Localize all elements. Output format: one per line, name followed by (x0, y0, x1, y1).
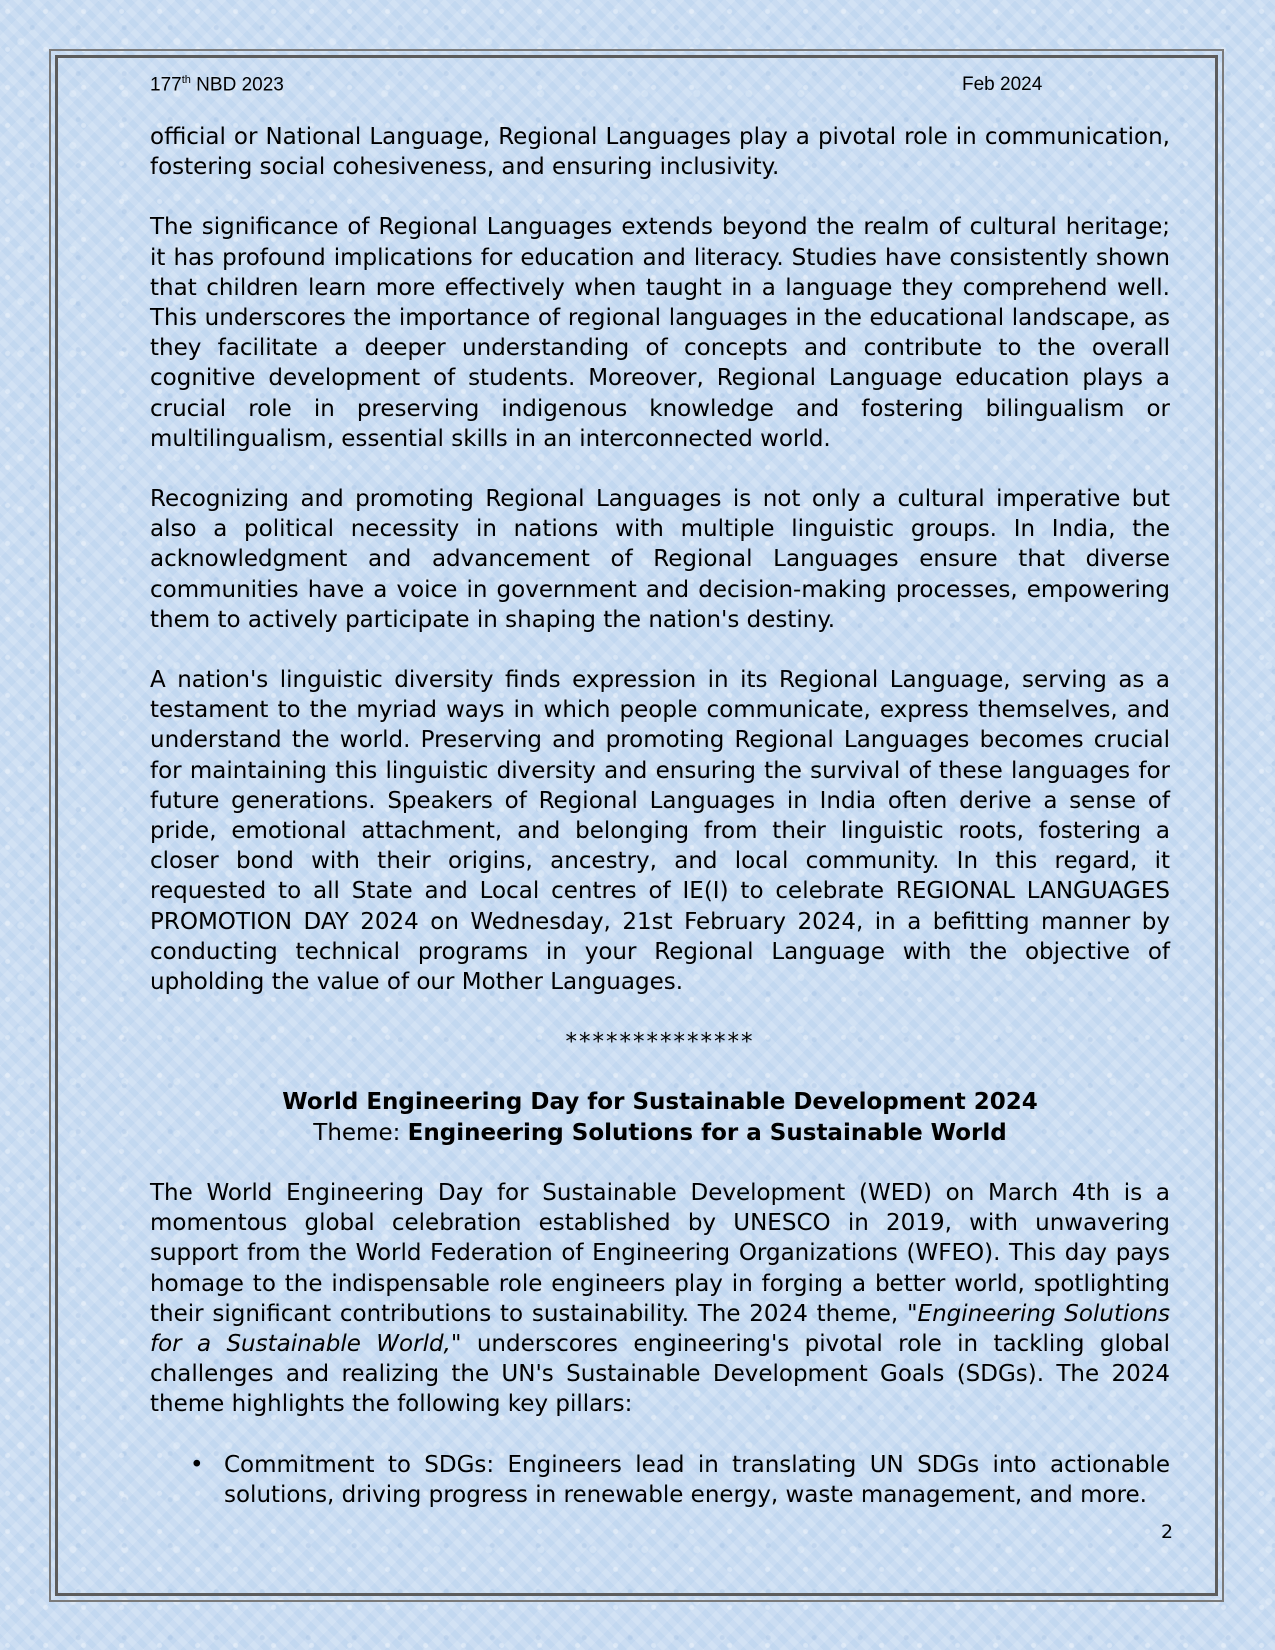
section-intro (150, 1178, 1170, 1420)
page-number: 2 (1161, 1521, 1174, 1543)
paragraph-3: Recognizing and promoting Regional Languages is not only a cultural imperative but also a political necessity in nations with multiple linguistic groups. In India, the acknowledgment and advancement of Regional Languages ensure that diverse communities have a voice in government and decision-making processes, empowering them to actively participate in shaping the nation's destiny. (150, 486, 1170, 633)
header-edition-suffix: th (181, 74, 191, 86)
section-separator: ************** (565, 1029, 755, 1056)
pillars-list (150, 1450, 1170, 1510)
bullet-icon: • (190, 1451, 204, 1478)
paragraph-4: A nation's linguistic diversity finds expression in its Regional Language, serving as a testament to the myriad ways in which people communicate, express themselves, and understand the world. Preserving and promoting Regional Languages becomes crucial for maintaining this linguistic diversity and ensuring the survival of these languages for future generations. Speakers of Regional Languages in India often derive a sense of pride, emotional attachment, and belonging from their linguistic roots, fostering a closer bond with their origins, ancestry, and local community. In this regard, it requested to all State and Local centres of IE(I) to celebrate REGIONAL LANGUAGES PROMOTION DAY 2024 on Wednesday, 21st February 2024, in a befitting manner by conducting technical programs in your Regional Language with the objective of upholding the value of our Mother Languages. (150, 667, 1170, 996)
section-title: World Engineering Day for Sustainable Development 2024 (282, 1089, 1038, 1116)
header-edition-label: NBD 2023 (190, 74, 284, 96)
section-theme (150, 1118, 1170, 1148)
intro-text-end: underscores engineering's pivotal role in tackling global challenges and realizing the UN's Sustainable Development Goals (SDGs). The 2024 theme highlights the following key pillars: (150, 1330, 1170, 1418)
header-date: Feb 2024 (962, 74, 1043, 95)
header-edition (150, 74, 284, 96)
list-item (150, 1450, 1170, 1510)
header-edition-number: 177 (150, 74, 182, 96)
theme-value: Engineering Solutions for a Sustainable World (407, 1119, 1007, 1146)
document-body (150, 122, 1170, 1510)
paragraph-1: official or National Language, Regional Languages play a pivotal role in communication, fostering social cohesiveness, and ensuring inclusivity. (150, 124, 1170, 181)
list-item-text: Commitment to SDGs: Engineers lead in translating UN SDGs into actionable solutions, driving progress in renewable energy, waste management, and more. (224, 1451, 1170, 1508)
intro-text-start: The World Engineering Day for Sustainable Development (WED) on March 4th is a momentous global celebration established by UNESCO in 2019, with unwavering support from the World Federation of Engineering Organizations (WFEO). This day pays homage to the indispensable role engineers play in forging a better world, spotlighting their significant contributions to sustainability. The 2024 theme, (150, 1179, 1170, 1327)
theme-label: Theme: (313, 1119, 408, 1146)
paragraph-2: The significance of Regional Languages extends beyond the realm of cultural heritage; it has profound implications for education and literacy. Studies have consistently shown that children learn more effectively when taught in a language they comprehend well. This underscores the importance of regional languages in the educational landscape, as they facilitate a deeper understanding of concepts and contribute to the overall cognitive development of students. Moreover, Regional Language education plays a crucial role in preserving indigenous knowledge and fostering bilingualism or multilingualism, essential skills in an interconnected world. (150, 214, 1170, 452)
intro-theme-quote: "Engineering Solutions for a Sustainable World," (150, 1300, 1170, 1357)
